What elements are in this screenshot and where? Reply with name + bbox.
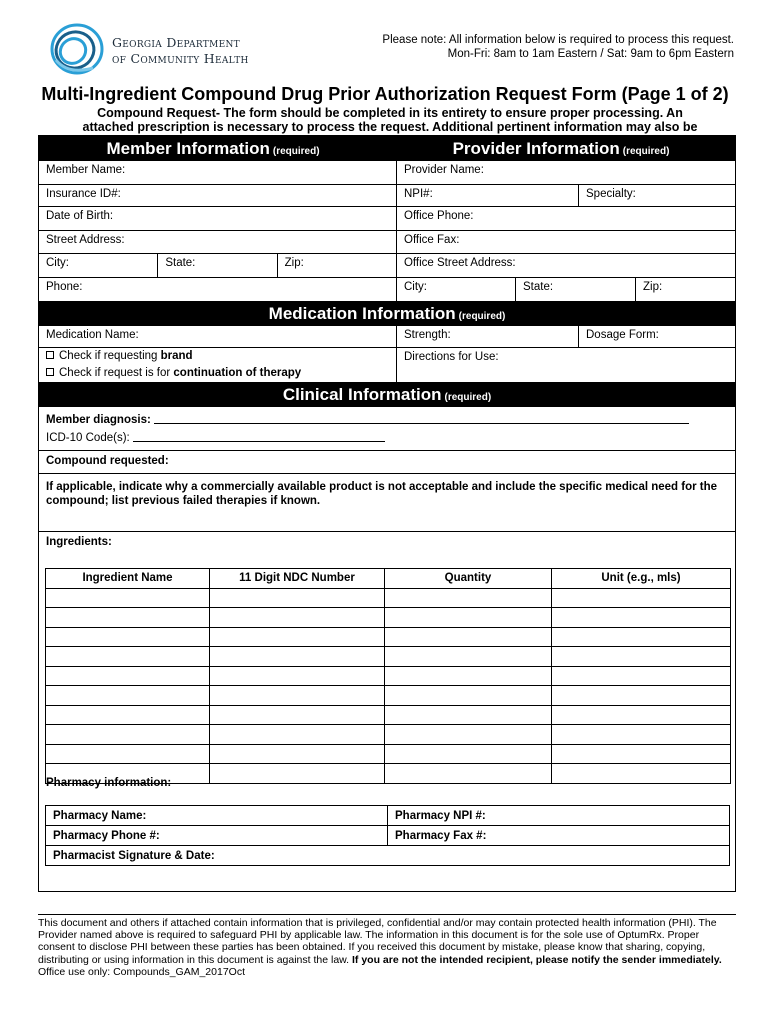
member-heading: Member Information: [106, 138, 270, 158]
ingredients-header-row: [46, 569, 731, 589]
ingredients-label: Ingredients:: [46, 536, 112, 548]
col-ingredient-name: Ingredient Name: [46, 569, 210, 589]
col-quantity: Quantity: [385, 569, 552, 589]
pharmacy-fax-field[interactable]: Pharmacy Fax #:: [388, 826, 730, 846]
row-names: [39, 161, 735, 185]
dch-swirl-icon: [48, 20, 106, 78]
brand-checkbox-row[interactable]: Check if requesting brand: [39, 349, 396, 366]
dob-field[interactable]: Date of Birth:: [39, 207, 397, 230]
col-ndc: 11 Digit NDC Number: [210, 569, 385, 589]
provider-heading: Provider Information: [452, 138, 620, 158]
row-checks: [39, 348, 735, 382]
provider-city-field[interactable]: City:: [397, 278, 516, 301]
pharmacist-signature-field[interactable]: Pharmacist Signature & Date:: [46, 846, 730, 866]
row-city: [39, 254, 735, 278]
pharmacy-npi-field[interactable]: Pharmacy NPI #:: [388, 806, 730, 826]
pharmacy-phone-field[interactable]: Pharmacy Phone #:: [46, 826, 388, 846]
row-dob: [39, 207, 735, 231]
member-state-field[interactable]: State:: [158, 254, 277, 277]
row-ids: [39, 185, 735, 207]
insurance-id-field[interactable]: Insurance ID#:: [39, 185, 397, 206]
brand-checkbox[interactable]: [46, 351, 54, 359]
confidentiality-notice: This document and others if attached contain information that is privileged, confidential and/or may contain protected health information (PHI). The Provider named above is required to safeguard PHI by applicable law. The information in this document is for the sole use of OptumRx. Proper consent to disclose PHI between these parties has been obtained. If you received this document by mistake, please know that sharing, copying, distributing or using information in this document is against the law. If you are not the intended recipient, please notify the sender immediately. Office use only: Compounds_GAM_2017Oct: [38, 917, 736, 978]
clinical-header: Clinical Information (required): [39, 382, 735, 407]
table-row: [46, 744, 731, 764]
table-row: [46, 725, 731, 745]
row-phone: [39, 278, 735, 301]
form-title: Multi-Ingredient Compound Drug Prior Authorization Request Form (Page 1 of 2): [41, 84, 729, 104]
table-row: [46, 686, 731, 706]
icd-input[interactable]: [133, 432, 385, 442]
provider-zip-field[interactable]: Zip:: [643, 281, 663, 293]
table-row: [46, 608, 731, 628]
footer-divider: [38, 914, 736, 915]
table-row: [46, 764, 731, 784]
office-phone-field[interactable]: Office Phone:: [404, 210, 474, 222]
office-street-field[interactable]: Office Street Address:: [403, 257, 516, 269]
compound-label: Compound requested:: [46, 455, 169, 467]
form-subtitle: Compound Request- The form should be completed in its entirety to ensure proper processing. An attached prescription is necessary to process the request. Additional pertinent information may also be: [82, 106, 698, 134]
dosage-form-field[interactable]: Dosage Form:: [586, 329, 659, 341]
applicable-text: If applicable, indicate why a commercially available product is not acceptable and include the specific medical need for the compound; list previous failed therapies if known.: [46, 481, 718, 507]
row-street: [39, 231, 735, 254]
clinical-heading: Clinical Information: [282, 384, 442, 404]
hours-note: Please note: All information below is required to process this request. Mon-Fri: 8am to 1am Eastern / Sat: 9am to 6pm Eastern: [382, 34, 734, 60]
member-city-field[interactable]: City:: [39, 254, 158, 277]
medication-heading: Medication Information: [268, 303, 456, 323]
street-address-field[interactable]: Street Address:: [39, 231, 397, 253]
diagnosis-input[interactable]: [154, 414, 689, 424]
table-row: [46, 627, 731, 647]
continuation-checkbox-row[interactable]: Check if request is for continuation of therapy: [39, 366, 396, 383]
dch-logo: [48, 20, 278, 78]
medication-header: Medication Information (required): [39, 301, 735, 326]
provider-state-field[interactable]: State:: [516, 278, 636, 301]
provider-name-field[interactable]: Provider Name:: [404, 164, 484, 176]
pharmacy-name-field[interactable]: Pharmacy Name:: [46, 806, 388, 826]
member-phone-field[interactable]: Phone:: [39, 278, 397, 301]
office-use-label: Office use only: Compounds_GAM_2017Oct: [38, 965, 246, 978]
diagnosis-label: Member diagnosis:: [46, 414, 151, 426]
table-row: [46, 588, 731, 608]
continuation-checkbox[interactable]: [46, 368, 54, 376]
table-row: [46, 705, 731, 725]
office-fax-field[interactable]: Office Fax:: [404, 234, 460, 246]
member-name-field[interactable]: Member Name:: [39, 161, 397, 184]
strength-field[interactable]: Strength:: [397, 326, 579, 347]
ingredients-table: [45, 568, 731, 784]
specialty-field[interactable]: Specialty:: [586, 188, 636, 200]
npi-field[interactable]: NPI#:: [397, 185, 579, 206]
icd-label: ICD-10 Code(s):: [46, 432, 130, 444]
table-row: [46, 666, 731, 686]
directions-field[interactable]: Directions for Use:: [404, 351, 499, 363]
org-name: Georgia Department of Community Health: [112, 35, 249, 66]
pharmacy-table: [45, 805, 730, 866]
medication-name-field[interactable]: Medication Name:: [39, 326, 397, 347]
table-row: [46, 647, 731, 667]
pharmacy-label: Pharmacy information:: [46, 777, 172, 789]
row-medication: [39, 326, 735, 348]
col-unit: Unit (e.g., mls): [552, 569, 731, 589]
member-zip-field[interactable]: Zip:: [278, 254, 397, 277]
member-provider-header: Member Information (required) Provider Information (required): [39, 136, 735, 161]
